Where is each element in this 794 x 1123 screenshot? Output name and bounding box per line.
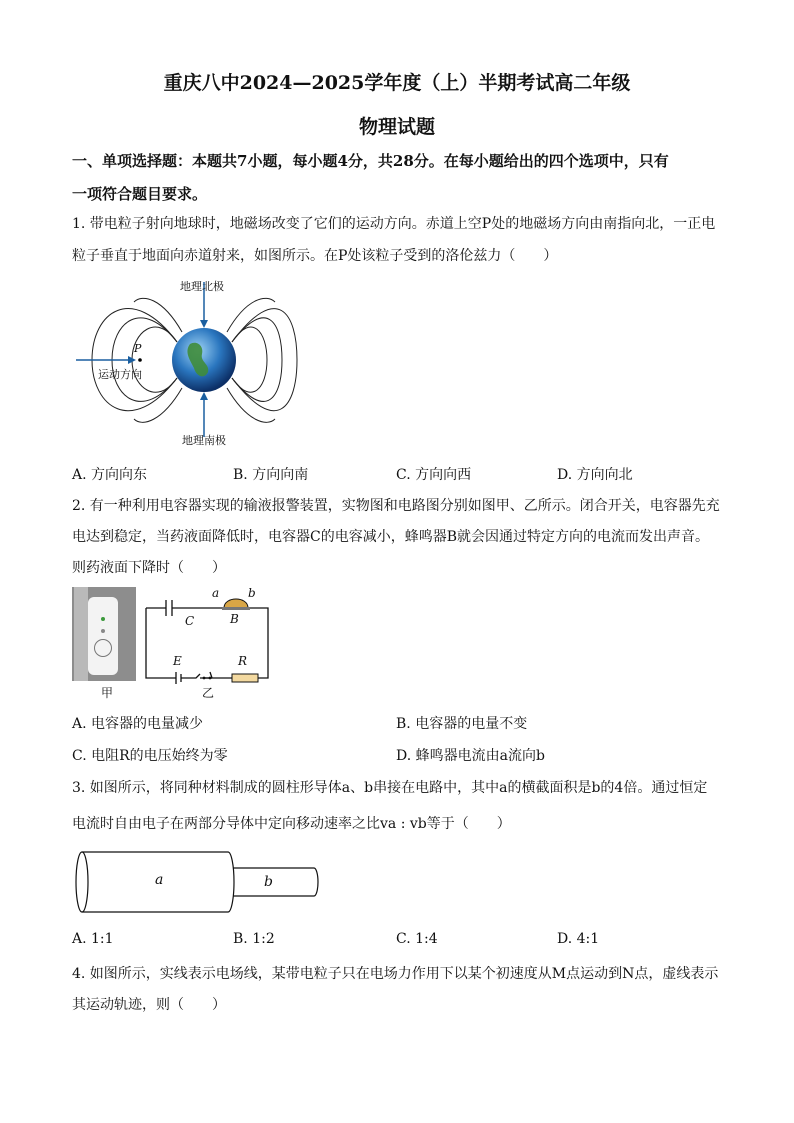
q2-option-a[interactable]: A. 电容器的电量减少	[72, 716, 204, 732]
label-b: b	[248, 586, 256, 600]
page-subtitle: 物理试题	[358, 116, 435, 138]
q2-stem-line3: 则药液面下降时（ ）	[72, 560, 226, 576]
label-c: C	[185, 614, 195, 628]
q3-option-b[interactable]: B. 1:2	[233, 931, 275, 947]
q2-option-c[interactable]: C. 电阻R的电压始终为零	[72, 748, 228, 764]
q3-stem-line1: 3. 如图所示，将同种材料制成的圆柱形导体a、b串接在电路中，其中a的横截面积是b的4倍。通过恒定	[72, 780, 708, 796]
q2-option-b[interactable]: B. 电容器的电量不变	[396, 716, 528, 732]
q1-option-b[interactable]: B. 方向向南	[233, 467, 309, 483]
label-point-p: P	[134, 342, 142, 355]
q3-option-d[interactable]: D. 4:1	[557, 931, 600, 947]
label-geo-north: 地理北极	[180, 280, 224, 293]
q2-stem-line1: 2. 有一种利用电容器实现的输液报警装置，实物图和电路图分别如图甲、乙所示。闭合开关，电容器先充	[72, 498, 720, 514]
q3-option-a[interactable]: A. 1:1	[72, 931, 114, 947]
q3-stem-line2: 电流时自由电子在两部分导体中定向移动速率之比va : vb等于（ ）	[72, 816, 511, 832]
label-conductor-a: a	[155, 872, 164, 888]
q4-stem-line1: 4. 如图所示，实线表示电场线，某带电粒子只在电场力作用下以某个初速度从M点运动到N点，虚线表示	[72, 966, 719, 982]
label-yi: 乙	[202, 686, 215, 700]
label-r: R	[238, 654, 248, 668]
q1-option-c[interactable]: C. 方向向西	[396, 467, 472, 483]
label-motion-direction: 运动方向	[98, 368, 142, 381]
section-heading-line1: 一、单项选择题：本题共7小题，每小题4分，共28分。在每小题给出的四个选项中，只有	[72, 152, 669, 170]
q2-option-d[interactable]: D. 蜂鸣器电流由a流向b	[396, 748, 545, 764]
label-a: a	[212, 586, 220, 600]
label-geo-south: 地理南极	[182, 434, 226, 447]
q1-option-a[interactable]: A. 方向向东	[72, 467, 148, 483]
q4-stem-line2: 其运动轨迹，则（ ）	[72, 997, 226, 1013]
q1-stem-line1: 1. 带电粒子射向地球时，地磁场改变了它们的运动方向。赤道上空P处的地磁场方向由南指向北，一正电	[72, 216, 716, 232]
label-jia: 甲	[101, 686, 114, 700]
label-e: E	[173, 654, 182, 668]
label-conductor-b: b	[264, 874, 273, 890]
q3-option-c[interactable]: C. 1:4	[396, 931, 438, 947]
label-buzzer-b: B	[230, 612, 239, 626]
q2-circuit-diagram	[140, 586, 275, 685]
q3-figure-conductors	[72, 850, 322, 914]
q2-photo-device	[72, 587, 136, 681]
q1-stem-line2: 粒子垂直于地面向赤道射来，如图所示。在P处该粒子受到的洛伦兹力（ ）	[72, 248, 558, 264]
page-title: 重庆八中2024—2025学年度（上）半期考试高二年级	[163, 72, 631, 94]
section-heading-line2: 一项符合题目要求。	[72, 185, 208, 203]
q1-option-d[interactable]: D. 方向向北	[557, 467, 633, 483]
q1-figure-earth-field	[72, 272, 302, 452]
q2-stem-line2: 电达到稳定，当药液面降低时，电容器C的电容减小，蜂鸣器B就会因通过特定方向的电流而发出声音。	[72, 529, 709, 545]
